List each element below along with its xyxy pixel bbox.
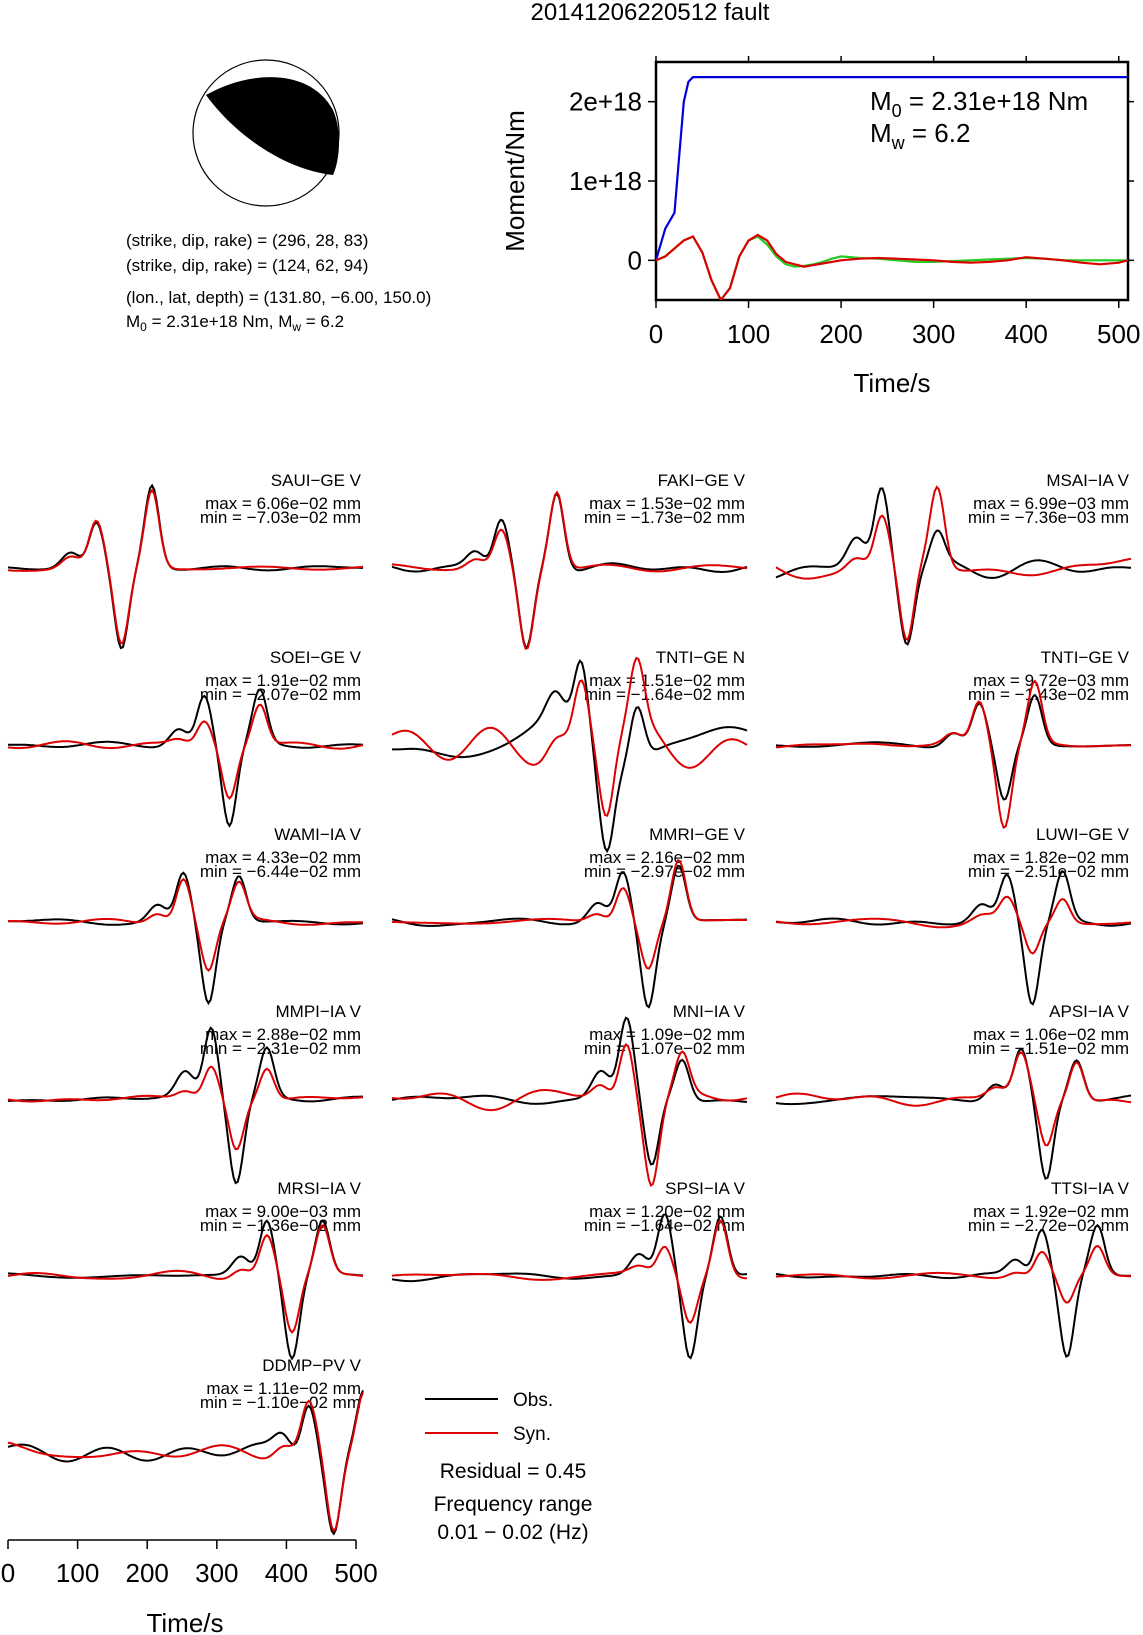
station-min: min = −2.97e−02 mm — [583, 862, 745, 881]
station-label: DDMP−PV V — [262, 1356, 361, 1375]
station-max: max = 1.92e−02 mm — [973, 1202, 1129, 1221]
mechanism-plane-2: (strike, dip, rake) = (124, 62, 94) — [126, 256, 369, 275]
moment-x-tick-label: 300 — [911, 319, 956, 349]
time-axis-tick-label: 0 — [0, 1558, 16, 1588]
station-panel — [392, 1002, 747, 1185]
station-max: max = 1.51e−02 mm — [589, 671, 745, 690]
station-panel — [392, 648, 747, 851]
moment-x-tick-label: 100 — [726, 319, 771, 349]
station-min: min = −2.72e−02 mm — [967, 1216, 1129, 1235]
frequency-range-value: 0.01 − 0.02 (Hz) — [437, 1521, 589, 1544]
moment-x-tick-label: 200 — [819, 319, 863, 349]
time-axis-tick-label: 100 — [55, 1558, 100, 1588]
time-axis-tick-label: 300 — [195, 1558, 239, 1588]
obs-trace — [776, 1225, 1131, 1356]
obs-trace — [392, 1214, 747, 1358]
station-panel — [392, 825, 747, 1007]
waveform-panels — [8, 471, 1131, 1534]
station-label: FAKI−GE V — [657, 471, 745, 490]
station-panel — [8, 1356, 363, 1534]
obs-trace — [8, 690, 363, 826]
station-min: min = −6.44e−02 mm — [199, 862, 361, 881]
station-min: min = −7.36e−03 mm — [967, 508, 1129, 527]
moment-y-tick-label: 0 — [627, 245, 642, 276]
station-min: min = −1.07e−02 mm — [583, 1039, 745, 1058]
station-label: TNTI−GE V — [1040, 648, 1129, 667]
obs-trace — [776, 871, 1131, 1004]
moment-x-axis-label: Time/s — [853, 368, 931, 398]
time-axis-tick-label: 400 — [264, 1558, 309, 1588]
syn-trace — [8, 1225, 363, 1332]
station-min: min = −2.07e−02 mm — [199, 685, 361, 704]
station-max: max = 1.82e−02 mm — [973, 848, 1129, 867]
station-label: SAUI−GE V — [270, 471, 361, 490]
station-max: max = 1.11e−02 mm — [206, 1379, 361, 1398]
station-label: TTSI−IA V — [1051, 1179, 1129, 1198]
moment-x-tick-label: 0 — [648, 319, 664, 349]
station-max: max = 1.20e−02 mm — [589, 1202, 745, 1221]
station-panel — [776, 1002, 1131, 1179]
mechanism-plane-1: (strike, dip, rake) = (296, 28, 83) — [126, 231, 369, 250]
station-max: max = 9.72e−03 mm — [973, 671, 1129, 690]
station-panel — [8, 1002, 363, 1183]
station-max: max = 2.88e−02 mm — [205, 1025, 361, 1044]
station-max: max = 1.91e−02 mm — [205, 671, 361, 690]
station-max: max = 6.06e−02 mm — [205, 494, 361, 513]
station-panel — [8, 825, 363, 1003]
figure-title: 20141206220512 fault — [530, 0, 770, 26]
syn-trace — [8, 879, 363, 970]
station-max: max = 9.00e−03 mm — [205, 1202, 361, 1221]
station-panel — [392, 1179, 747, 1358]
legend-obs-label: Obs. — [513, 1390, 554, 1411]
station-panel — [8, 1179, 363, 1359]
moment-mw: $M_w = 6.2$ — [870, 118, 971, 153]
station-min: min = −7.03e−02 mm — [199, 508, 361, 527]
station-max: max = 6.99e−03 mm — [973, 494, 1129, 513]
station-max: max = 2.16e−02 mm — [589, 848, 745, 867]
time-axis-tick-label: 200 — [125, 1558, 169, 1588]
moment-x-tick-label: 500 — [1097, 319, 1141, 349]
station-panel — [776, 1179, 1131, 1357]
station-min: min = −1.43e−02 mm — [967, 685, 1129, 704]
station-max: max = 4.33e−02 mm — [205, 848, 361, 867]
station-min: min = −1.73e−02 mm — [583, 508, 745, 527]
station-label: MNI−IA V — [672, 1002, 745, 1021]
station-label: TNTI−GE N — [655, 648, 745, 667]
station-label: MSAI−IA V — [1046, 471, 1129, 490]
waveform-time-axis — [1, 1540, 378, 1635]
mechanism-location: (lon., lat, depth) = (131.80, −6.00, 150.0) — [126, 288, 432, 307]
syn-trace — [392, 1045, 747, 1186]
station-min: min = −2.51e−02 mm — [967, 862, 1129, 881]
frequency-range-title: Frequency range — [433, 1493, 593, 1516]
station-label: MMPI−IA V — [275, 1002, 361, 1021]
station-panel — [8, 471, 363, 648]
station-min: min = −1.10e−02 mm — [199, 1393, 361, 1412]
station-min: min = −2.31e−02 mm — [199, 1039, 361, 1058]
station-label: LUWI−GE V — [1035, 825, 1129, 844]
station-min: min = −1.64e−02 mm — [583, 1216, 745, 1235]
station-max: max = 1.53e−02 mm — [589, 494, 745, 513]
station-min: min = −1.36e−02 mm — [199, 1216, 361, 1235]
station-label: MMRI−GE V — [649, 825, 745, 844]
station-min: min = −1.51e−02 mm — [967, 1039, 1129, 1058]
legend — [425, 1390, 592, 1544]
moment-y-axis-label: Moment/Nm — [500, 110, 530, 252]
station-max: max = 1.09e−02 mm — [589, 1025, 745, 1044]
legend-syn-label: Syn. — [513, 1424, 552, 1445]
station-panel — [776, 825, 1131, 1004]
station-panel — [776, 648, 1131, 827]
time-axis-label: Time/s — [146, 1608, 224, 1635]
syn-trace — [776, 1052, 1131, 1145]
station-label: SPSI−IA V — [665, 1179, 745, 1198]
mechanism-moment: $M_0 = 2.31e+18$ Nm, $M_w = 6.2$ — [126, 312, 345, 334]
station-label: MRSI−IA V — [277, 1179, 361, 1198]
station-panel — [776, 471, 1131, 644]
station-label: APSI−IA V — [1049, 1002, 1129, 1021]
moment-y-tick-label: 1e+18 — [568, 166, 642, 196]
obs-trace — [8, 1221, 363, 1359]
station-label: SOEI−GE V — [269, 648, 361, 667]
station-min: min = −1.64e−02 mm — [583, 685, 745, 704]
moment-x-tick-label: 400 — [1004, 319, 1048, 349]
station-max: max = 1.06e−02 mm — [973, 1025, 1129, 1044]
moment-y-tick-label: 2e+18 — [568, 86, 642, 117]
syn-trace — [392, 1221, 747, 1323]
syn-trace — [8, 705, 363, 799]
moment-m0: $M_0 = 2.31e+18$ Nm — [870, 86, 1089, 121]
syn-trace — [8, 1067, 363, 1149]
station-panel — [392, 471, 747, 649]
time-axis-tick-label: 500 — [334, 1558, 378, 1588]
obs-trace — [8, 873, 363, 1003]
focal-mechanism-beachball — [193, 60, 339, 206]
moment-annotation — [870, 86, 1088, 153]
mechanism-info — [126, 231, 431, 334]
obs-trace — [776, 1049, 1131, 1179]
station-label: WAMI−IA V — [274, 825, 361, 844]
moment-series-2 — [656, 235, 1128, 300]
obs-trace — [392, 866, 747, 1007]
residual-label: Residual = 0.45 — [439, 1460, 587, 1483]
station-panel — [8, 648, 363, 826]
